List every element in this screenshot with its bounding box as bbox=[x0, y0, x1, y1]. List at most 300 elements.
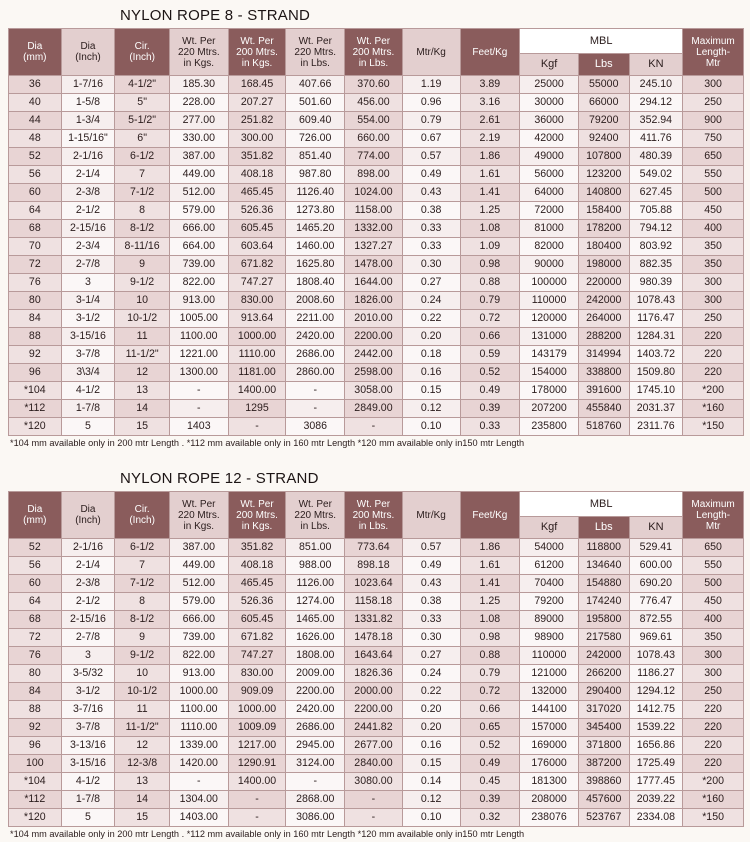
wt-200-lbs-cell: 1024.00 bbox=[345, 184, 403, 202]
feet-per-kg-cell: 0.72 bbox=[460, 683, 520, 701]
mbl-kn-cell: 690.20 bbox=[629, 575, 683, 593]
dia-inch-cell: 3-13/16 bbox=[61, 737, 115, 755]
table-row bbox=[9, 292, 744, 310]
wt-220-lbs-cell: 851.00 bbox=[286, 539, 345, 557]
feet-per-kg-cell: 3.16 bbox=[460, 94, 520, 112]
feet-per-kg-cell: 0.32 bbox=[460, 809, 520, 827]
wt-200-kgs-cell: 747.27 bbox=[228, 274, 286, 292]
dia-mm-cell: 44 bbox=[9, 112, 62, 130]
max-length-cell: 220 bbox=[683, 719, 744, 737]
feet-per-kg-cell: 0.33 bbox=[460, 418, 520, 436]
mtr-per-kg-cell: 0.43 bbox=[402, 184, 460, 202]
cir-inch-cell: 8 bbox=[115, 202, 170, 220]
cir-inch-cell: 8-11/16 bbox=[115, 238, 170, 256]
mbl-lbs-cell: 290400 bbox=[578, 683, 629, 701]
header-text: in Lbs. bbox=[358, 520, 389, 532]
header-text: Dia bbox=[27, 41, 43, 52]
wt-220-lbs-cell: 1460.00 bbox=[286, 238, 345, 256]
wt-200-kgs-cell: 1009.09 bbox=[228, 719, 286, 737]
dia-mm-cell: 60 bbox=[9, 575, 62, 593]
table-row bbox=[9, 274, 744, 292]
cir-inch-cell: 11-1/2" bbox=[115, 719, 170, 737]
mbl-lbs-cell: 288200 bbox=[578, 328, 629, 346]
wt-200-lbs-cell: 2200.00 bbox=[345, 701, 403, 719]
feet-per-kg-cell: 0.59 bbox=[460, 346, 520, 364]
mbl-lbs-cell: 55000 bbox=[578, 76, 629, 94]
wt-220-lbs-cell: 1126.40 bbox=[286, 184, 345, 202]
mtr-per-kg-cell: 0.20 bbox=[402, 701, 460, 719]
dia-mm-cell: 96 bbox=[9, 364, 62, 382]
dia-inch-cell: 3-7/8 bbox=[61, 346, 115, 364]
wt-220-lbs-cell: 1808.40 bbox=[286, 274, 345, 292]
dia-mm-cell: 72 bbox=[9, 256, 62, 274]
mbl-kgf-cell: 82000 bbox=[520, 238, 579, 256]
max-length-cell: 450 bbox=[683, 593, 744, 611]
mbl-kgf-cell: 49000 bbox=[520, 148, 579, 166]
feet-per-kg-cell: 0.66 bbox=[460, 701, 520, 719]
max-length-header bbox=[683, 29, 744, 76]
cir-inch-header bbox=[115, 29, 170, 76]
mbl-kgf-cell: 100000 bbox=[520, 274, 579, 292]
dia-inch-cell: 4-1/2 bbox=[61, 382, 115, 400]
header-text: Maximum bbox=[691, 498, 735, 510]
mbl-lbs-header: Lbs bbox=[578, 517, 629, 539]
feet-per-kg-cell: 1.09 bbox=[460, 238, 520, 256]
dia-inch-cell: 4-1/2 bbox=[61, 773, 115, 791]
max-length-cell: *150 bbox=[683, 809, 744, 827]
wt-200-lbs-cell: 2441.82 bbox=[345, 719, 403, 737]
mbl-lbs-cell: 198000 bbox=[578, 256, 629, 274]
mbl-lbs-cell: 174240 bbox=[578, 593, 629, 611]
wt-220-lbs-cell: - bbox=[286, 382, 345, 400]
mtr-per-kg-cell: 0.33 bbox=[402, 220, 460, 238]
wt-220-kgs-cell: 664.00 bbox=[169, 238, 228, 256]
table-row bbox=[9, 76, 744, 94]
table-row bbox=[9, 791, 744, 809]
header-text: (Inch) bbox=[75, 52, 101, 63]
mtr-per-kg-cell: 0.12 bbox=[402, 400, 460, 418]
header-text: (mm) bbox=[23, 52, 47, 63]
header-text: 200 Mtrs. bbox=[236, 509, 278, 521]
dia-mm-cell: 72 bbox=[9, 629, 62, 647]
table-row bbox=[9, 593, 744, 611]
wt-220-kgs-cell: 1000.00 bbox=[169, 683, 228, 701]
cir-inch-cell: 10-1/2 bbox=[115, 310, 170, 328]
cir-inch-cell: 13 bbox=[115, 382, 170, 400]
wt-200-lbs-cell: 2840.00 bbox=[345, 755, 403, 773]
feet-per-kg-cell: 0.45 bbox=[460, 773, 520, 791]
wt-220-kgs-cell: 185.30 bbox=[169, 76, 228, 94]
mbl-kn-cell: 882.35 bbox=[629, 256, 683, 274]
cir-inch-cell: 15 bbox=[115, 418, 170, 436]
header-text: 220 Mtrs. bbox=[177, 46, 220, 58]
wt-220-lbs-cell: - bbox=[286, 400, 345, 418]
wt-220-lbs-cell: 2211.00 bbox=[286, 310, 345, 328]
mbl-kn-cell: 1412.75 bbox=[629, 701, 683, 719]
mbl-kn-header: KN bbox=[629, 54, 683, 76]
header-text: in Kgs. bbox=[241, 57, 273, 69]
feet-per-kg-cell: 1.25 bbox=[460, 593, 520, 611]
wt-200-kgs-header bbox=[228, 29, 286, 76]
feet-per-kg-cell: 0.88 bbox=[460, 274, 520, 292]
wt-200-lbs-cell: 773.64 bbox=[345, 539, 403, 557]
mbl-kgf-cell: 181300 bbox=[520, 773, 579, 791]
cir-inch-cell: 14 bbox=[115, 400, 170, 418]
wt-220-lbs-cell: 2868.00 bbox=[286, 791, 345, 809]
cir-inch-cell: 14 bbox=[115, 791, 170, 809]
max-length-cell: 350 bbox=[683, 256, 744, 274]
mtr-per-kg-cell: 1.19 bbox=[402, 76, 460, 94]
mbl-lbs-cell: 266200 bbox=[578, 665, 629, 683]
wt-200-lbs-header bbox=[345, 29, 403, 76]
wt-200-kgs-cell: - bbox=[228, 809, 286, 827]
mbl-kn-cell: 1078.43 bbox=[629, 292, 683, 310]
header-text: Length- bbox=[696, 509, 731, 521]
wt-220-lbs-cell: 1626.00 bbox=[286, 629, 345, 647]
dia-mm-cell: 64 bbox=[9, 593, 62, 611]
mbl-kgf-cell: 64000 bbox=[520, 184, 579, 202]
header-text: 220 Mtrs. bbox=[177, 509, 220, 521]
wt-220-lbs-cell: 1126.00 bbox=[286, 575, 345, 593]
mbl-kn-cell: 1284.31 bbox=[629, 328, 683, 346]
wt-220-kgs-cell: - bbox=[169, 773, 228, 791]
wt-200-kgs-cell: 465.45 bbox=[228, 184, 286, 202]
wt-200-lbs-cell: 1826.00 bbox=[345, 292, 403, 310]
wt-200-lbs-cell: - bbox=[345, 809, 403, 827]
mbl-lbs-cell: 345400 bbox=[578, 719, 629, 737]
wt-200-kgs-cell: 465.45 bbox=[228, 575, 286, 593]
mtr-per-kg-cell: 0.18 bbox=[402, 346, 460, 364]
max-length-cell: 250 bbox=[683, 683, 744, 701]
wt-200-lbs-cell: 898.00 bbox=[345, 166, 403, 184]
dia-mm-cell: 60 bbox=[9, 184, 62, 202]
mbl-kgf-cell: 25000 bbox=[520, 76, 579, 94]
wt-220-kgs-cell: 387.00 bbox=[169, 539, 228, 557]
mtr-per-kg-cell: 0.16 bbox=[402, 364, 460, 382]
wt-200-kgs-cell: 408.18 bbox=[228, 557, 286, 575]
cir-inch-cell: 12 bbox=[115, 364, 170, 382]
wt-220-kgs-cell: 512.00 bbox=[169, 184, 228, 202]
mbl-lbs-cell: 518760 bbox=[578, 418, 629, 436]
wt-200-kgs-cell: 300.00 bbox=[228, 130, 286, 148]
wt-220-lbs-cell: 407.66 bbox=[286, 76, 345, 94]
wt-220-kgs-cell: 1221.00 bbox=[169, 346, 228, 364]
cir-inch-cell: 6" bbox=[115, 130, 170, 148]
dia-inch-cell: 2-1/4 bbox=[61, 166, 115, 184]
dia-inch-cell: 3-5/32 bbox=[61, 665, 115, 683]
max-length-cell: 300 bbox=[683, 274, 744, 292]
header-text: in Kgs. bbox=[183, 520, 215, 532]
wt-200-lbs-cell: 370.60 bbox=[345, 76, 403, 94]
dia-inch-cell: 3\3/4 bbox=[61, 364, 115, 382]
mbl-kn-cell: 776.47 bbox=[629, 593, 683, 611]
header-text: in Lbs. bbox=[300, 520, 330, 532]
wt-220-kgs-cell: - bbox=[169, 382, 228, 400]
table-row bbox=[9, 719, 744, 737]
cir-inch-cell: 11 bbox=[115, 701, 170, 719]
dia-inch-cell: 2-1/16 bbox=[61, 539, 115, 557]
wt-220-lbs-cell: 2008.60 bbox=[286, 292, 345, 310]
header-text: in Lbs. bbox=[300, 57, 330, 69]
wt-220-lbs-cell: 3086.00 bbox=[286, 809, 345, 827]
dia-mm-cell: 96 bbox=[9, 737, 62, 755]
mbl-kn-cell: 1509.80 bbox=[629, 364, 683, 382]
mbl-lbs-cell: 371800 bbox=[578, 737, 629, 755]
cir-inch-cell: 4-1/2" bbox=[115, 76, 170, 94]
wt-200-lbs-cell: 898.18 bbox=[345, 557, 403, 575]
wt-200-lbs-cell: 1023.64 bbox=[345, 575, 403, 593]
table-row bbox=[9, 112, 744, 130]
footnote: *104 mm available only in 200 mtr Length . *112 mm available only in 160 mtr Length *120 mm available only in150 mtr Length bbox=[10, 829, 525, 839]
mbl-kgf-cell: 56000 bbox=[520, 166, 579, 184]
wt-200-lbs-cell: - bbox=[345, 418, 403, 436]
wt-200-kgs-cell: 351.82 bbox=[228, 148, 286, 166]
mtr-per-kg-cell: 0.67 bbox=[402, 130, 460, 148]
header-text: Wt. Per bbox=[240, 498, 274, 510]
max-length-cell: *160 bbox=[683, 791, 744, 809]
dia-mm-cell: 40 bbox=[9, 94, 62, 112]
mbl-lbs-cell: 178200 bbox=[578, 220, 629, 238]
max-length-header bbox=[683, 492, 744, 539]
mbl-kgf-cell: 70400 bbox=[520, 575, 579, 593]
mbl-lbs-cell: 314994 bbox=[578, 346, 629, 364]
dia-inch-cell: 1-7/16 bbox=[61, 76, 115, 94]
wt-200-lbs-cell: 1158.00 bbox=[345, 202, 403, 220]
mbl-kn-cell: 245.10 bbox=[629, 76, 683, 94]
wt-200-lbs-cell: 2849.00 bbox=[345, 400, 403, 418]
table-row bbox=[9, 346, 744, 364]
mbl-header: MBL bbox=[520, 492, 683, 517]
mbl-kn-cell: 1656.86 bbox=[629, 737, 683, 755]
dia-mm-cell: *104 bbox=[9, 382, 62, 400]
mbl-kn-cell: 803.92 bbox=[629, 238, 683, 256]
max-length-cell: 220 bbox=[683, 737, 744, 755]
mbl-lbs-cell: 391600 bbox=[578, 382, 629, 400]
header-text: Maximum bbox=[691, 35, 735, 47]
feet-per-kg-cell: 0.39 bbox=[460, 791, 520, 809]
dia-mm-cell: 80 bbox=[9, 665, 62, 683]
dia-inch-cell: 2-15/16 bbox=[61, 220, 115, 238]
mtr-per-kg-cell: 0.79 bbox=[402, 112, 460, 130]
dia-inch-cell: 3-1/2 bbox=[61, 683, 115, 701]
mbl-lbs-cell: 242000 bbox=[578, 647, 629, 665]
table-row bbox=[9, 773, 744, 791]
mtr-per-kg-cell: 0.38 bbox=[402, 593, 460, 611]
mbl-kn-cell: 1539.22 bbox=[629, 719, 683, 737]
mbl-kgf-cell: 208000 bbox=[520, 791, 579, 809]
feet-per-kg-cell: 2.19 bbox=[460, 130, 520, 148]
cir-inch-cell: 15 bbox=[115, 809, 170, 827]
cir-inch-cell: 9-1/2 bbox=[115, 647, 170, 665]
mbl-header: MBL bbox=[520, 29, 683, 54]
wt-200-lbs-cell: 2010.00 bbox=[345, 310, 403, 328]
table-row bbox=[9, 701, 744, 719]
wt-220-kgs-cell: 1100.00 bbox=[169, 701, 228, 719]
mtr-per-kg-cell: 0.22 bbox=[402, 683, 460, 701]
max-length-cell: 220 bbox=[683, 364, 744, 382]
table-row bbox=[9, 611, 744, 629]
table-row bbox=[9, 400, 744, 418]
wt-200-lbs-cell: 774.00 bbox=[345, 148, 403, 166]
header-text: 200 Mtrs. bbox=[352, 46, 395, 58]
mbl-lbs-cell: 220000 bbox=[578, 274, 629, 292]
mtr-per-kg-cell: 0.22 bbox=[402, 310, 460, 328]
cir-inch-cell: 6-1/2 bbox=[115, 539, 170, 557]
mtr-per-kg-cell: 0.20 bbox=[402, 719, 460, 737]
feet-per-kg-header bbox=[460, 492, 520, 539]
mbl-kgf-header: Kgf bbox=[520, 54, 579, 76]
wt-200-kgs-cell: 671.82 bbox=[228, 256, 286, 274]
mbl-kgf-cell: 120000 bbox=[520, 310, 579, 328]
header-text: Wt. Per bbox=[182, 498, 216, 510]
wt-220-kgs-cell: 1420.00 bbox=[169, 755, 228, 773]
wt-200-kgs-cell: 913.64 bbox=[228, 310, 286, 328]
table-row bbox=[9, 418, 744, 436]
dia-mm-cell: 56 bbox=[9, 557, 62, 575]
mbl-kn-header: KN bbox=[629, 517, 683, 539]
mbl-kgf-cell: 176000 bbox=[520, 755, 579, 773]
wt-200-kgs-cell: - bbox=[228, 418, 286, 436]
feet-per-kg-cell: 0.65 bbox=[460, 719, 520, 737]
dia-mm-cell: 64 bbox=[9, 202, 62, 220]
max-length-cell: 500 bbox=[683, 575, 744, 593]
table-header bbox=[9, 492, 744, 539]
dia-inch-cell: 3 bbox=[61, 647, 115, 665]
header-text: (Inch) bbox=[129, 515, 155, 526]
cir-inch-cell: 9 bbox=[115, 629, 170, 647]
header-text: Mtr bbox=[705, 520, 721, 532]
header-text: Wt. Per bbox=[356, 35, 391, 47]
mtr-per-kg-cell: 0.30 bbox=[402, 629, 460, 647]
table-row bbox=[9, 683, 744, 701]
wt-220-lbs-cell: - bbox=[286, 773, 345, 791]
wt-220-lbs-cell: 1465.20 bbox=[286, 220, 345, 238]
wt-200-lbs-cell: 1644.00 bbox=[345, 274, 403, 292]
dia-inch-cell: 5 bbox=[61, 418, 115, 436]
dia-inch-cell: 2-3/8 bbox=[61, 184, 115, 202]
section-8-strand bbox=[8, 0, 744, 450]
mbl-kn-cell: 969.61 bbox=[629, 629, 683, 647]
dia-inch-cell: 2-7/8 bbox=[61, 256, 115, 274]
wt-200-kgs-cell: 1295 bbox=[228, 400, 286, 418]
wt-220-lbs-cell: 3124.00 bbox=[286, 755, 345, 773]
table-row bbox=[9, 166, 744, 184]
wt-200-kgs-cell: 605.45 bbox=[228, 220, 286, 238]
mbl-lbs-cell: 217580 bbox=[578, 629, 629, 647]
header-text: Wt. Per bbox=[182, 35, 216, 47]
max-length-cell: 220 bbox=[683, 328, 744, 346]
max-length-cell: 750 bbox=[683, 130, 744, 148]
dia-inch-cell: 2-3/8 bbox=[61, 575, 115, 593]
table-row bbox=[9, 202, 744, 220]
wt-200-kgs-cell: 830.00 bbox=[228, 665, 286, 683]
mbl-kn-cell: 627.45 bbox=[629, 184, 683, 202]
mbl-lbs-cell: 66000 bbox=[578, 94, 629, 112]
feet-per-kg-cell: 0.79 bbox=[460, 665, 520, 683]
mbl-kgf-cell: 98900 bbox=[520, 629, 579, 647]
mbl-kn-cell: 1745.10 bbox=[629, 382, 683, 400]
wt-220-lbs-cell: 3086 bbox=[286, 418, 345, 436]
max-length-cell: 400 bbox=[683, 220, 744, 238]
wt-220-lbs-cell: 2420.00 bbox=[286, 701, 345, 719]
mtr-per-kg-cell: 0.20 bbox=[402, 328, 460, 346]
mtr-per-kg-cell: 0.27 bbox=[402, 647, 460, 665]
header-text: Mtr/Kg bbox=[416, 46, 446, 58]
feet-per-kg-cell: 0.39 bbox=[460, 400, 520, 418]
section-12-strand bbox=[8, 463, 744, 841]
mbl-kn-cell: 2039.22 bbox=[629, 791, 683, 809]
wt-200-kgs-cell: 1000.00 bbox=[228, 701, 286, 719]
mbl-kn-cell: 1176.47 bbox=[629, 310, 683, 328]
wt-200-lbs-cell: 1158.18 bbox=[345, 593, 403, 611]
dia-inch-cell: 3-1/4 bbox=[61, 292, 115, 310]
cir-inch-cell: 9-1/2 bbox=[115, 274, 170, 292]
wt-220-lbs-header bbox=[286, 492, 345, 539]
max-length-cell: 300 bbox=[683, 665, 744, 683]
feet-per-kg-cell: 1.08 bbox=[460, 611, 520, 629]
wt-200-kgs-cell: 207.27 bbox=[228, 94, 286, 112]
mbl-kgf-cell: 110000 bbox=[520, 292, 579, 310]
wt-200-kgs-cell: 603.64 bbox=[228, 238, 286, 256]
dia-mm-cell: 80 bbox=[9, 292, 62, 310]
max-length-cell: 550 bbox=[683, 166, 744, 184]
mbl-kgf-cell: 157000 bbox=[520, 719, 579, 737]
mbl-lbs-cell: 118800 bbox=[578, 539, 629, 557]
wt-200-kgs-header bbox=[228, 492, 286, 539]
wt-220-lbs-cell: 2686.00 bbox=[286, 346, 345, 364]
header-text: Dia bbox=[80, 504, 96, 515]
table-row bbox=[9, 539, 744, 557]
cir-inch-cell: 9 bbox=[115, 256, 170, 274]
dia-inch-cell: 2-15/16 bbox=[61, 611, 115, 629]
max-length-cell: 350 bbox=[683, 238, 744, 256]
wt-220-lbs-cell: 851.40 bbox=[286, 148, 345, 166]
dia-mm-header bbox=[9, 29, 62, 76]
wt-200-kgs-cell: 408.18 bbox=[228, 166, 286, 184]
header-text: Wt. Per bbox=[298, 35, 332, 47]
cir-inch-cell: 11-1/2" bbox=[115, 346, 170, 364]
mbl-kgf-cell: 89000 bbox=[520, 611, 579, 629]
wt-200-kgs-cell: 747.27 bbox=[228, 647, 286, 665]
mtr-per-kg-cell: 0.16 bbox=[402, 737, 460, 755]
wt-200-lbs-cell: 456.00 bbox=[345, 94, 403, 112]
table-row bbox=[9, 256, 744, 274]
mbl-kn-cell: 1294.12 bbox=[629, 683, 683, 701]
cir-inch-cell: 10-1/2 bbox=[115, 683, 170, 701]
wt-200-lbs-cell: 1826.36 bbox=[345, 665, 403, 683]
cir-inch-cell: 8 bbox=[115, 593, 170, 611]
max-length-cell: 900 bbox=[683, 112, 744, 130]
mbl-kgf-cell: 131000 bbox=[520, 328, 579, 346]
feet-per-kg-cell: 0.79 bbox=[460, 292, 520, 310]
table-row bbox=[9, 94, 744, 112]
mbl-kgf-cell: 143179 bbox=[520, 346, 579, 364]
table-row bbox=[9, 184, 744, 202]
table-row bbox=[9, 382, 744, 400]
cir-inch-cell: 5" bbox=[115, 94, 170, 112]
wt-220-kgs-cell: 1403.00 bbox=[169, 809, 228, 827]
wt-220-lbs-cell: 609.40 bbox=[286, 112, 345, 130]
header-text: in Lbs. bbox=[358, 57, 389, 69]
table-row bbox=[9, 557, 744, 575]
wt-220-kgs-cell: 228.00 bbox=[169, 94, 228, 112]
wt-220-kgs-cell: 1100.00 bbox=[169, 328, 228, 346]
wt-220-kgs-cell: 512.00 bbox=[169, 575, 228, 593]
wt-220-kgs-cell: 666.00 bbox=[169, 611, 228, 629]
mbl-kgf-cell: 36000 bbox=[520, 112, 579, 130]
dia-inch-cell: 2-1/2 bbox=[61, 593, 115, 611]
cir-inch-cell: 8-1/2 bbox=[115, 220, 170, 238]
